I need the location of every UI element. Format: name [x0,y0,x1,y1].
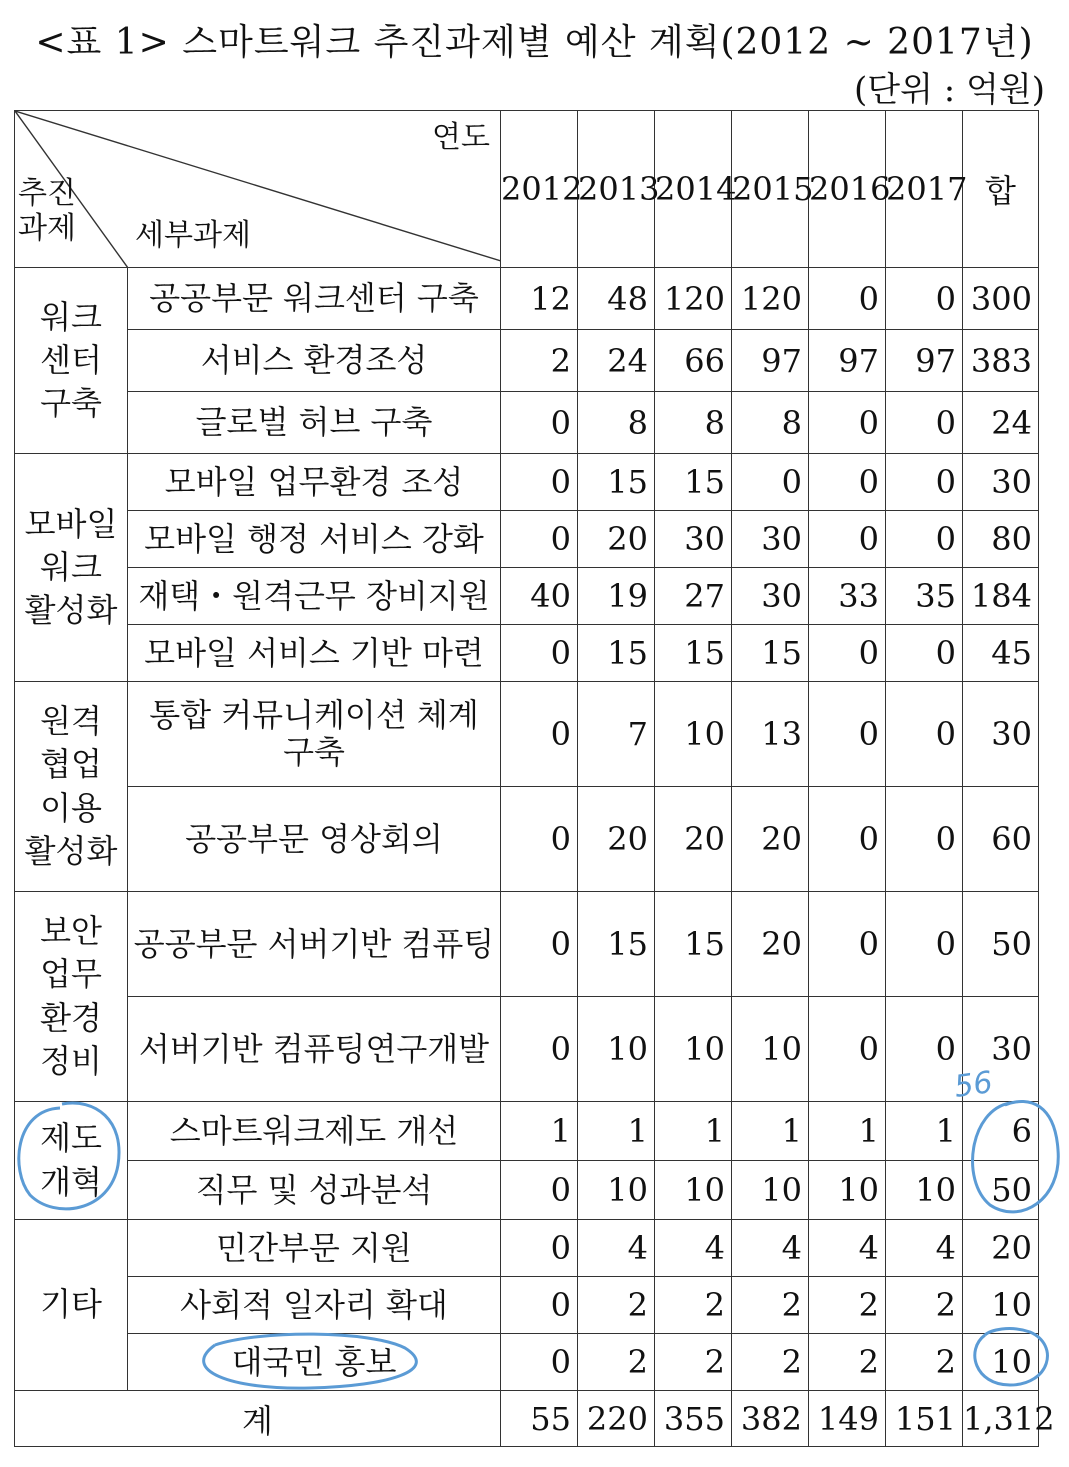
value-cell: 35 [886,568,963,625]
table-row [15,997,1039,1102]
value-cell: 0 [501,1334,578,1391]
value-cell: 0 [809,454,886,511]
task-cell: 서버기반 컴퓨팅연구개발 [128,997,501,1102]
sum-cell: 300 [963,268,1039,330]
value-cell: 12 [501,268,578,330]
value-cell: 0 [886,392,963,454]
value-cell: 0 [501,787,578,892]
sum-cell: 30 [963,454,1039,511]
task-cell: 공공부문 영상회의 [128,787,501,892]
table-row [15,625,1039,682]
budget-table [14,110,1055,1447]
sum-cell: 50 [963,1161,1039,1220]
task-cell: 모바일 업무환경 조성 [128,454,501,511]
category-cell: 보안 업무 환경 정비 [15,892,128,1102]
total-value-cell: 382 [732,1391,809,1447]
sum-cell: 24 [963,392,1039,454]
value-cell: 15 [655,454,732,511]
sum-cell: 184 [963,568,1039,625]
sum-cell: 20 [963,1220,1039,1277]
sum-cell: 30 [963,682,1039,787]
value-cell: 1 [501,1102,578,1161]
value-cell: 15 [655,892,732,997]
sum-cell: 30 [963,997,1039,1102]
task-cell: 사회적 일자리 확대 [128,1277,501,1334]
value-cell: 7 [578,682,655,787]
value-cell: 97 [809,330,886,392]
value-cell: 0 [501,511,578,568]
grand-total-cell: 1,312 [963,1391,1039,1447]
value-cell: 0 [501,682,578,787]
total-value-cell: 149 [809,1391,886,1447]
value-cell: 10 [655,997,732,1102]
value-cell: 8 [732,392,809,454]
value-cell: 0 [501,392,578,454]
table-row [15,1220,1039,1277]
table-row [15,1277,1039,1334]
task-cell: 모바일 행정 서비스 강화 [128,511,501,568]
task-cell: 직무 및 성과분석 [128,1161,501,1220]
total-value-cell: 355 [655,1391,732,1447]
value-cell: 2 [886,1277,963,1334]
total-label: 계 [15,1391,501,1447]
value-cell: 2 [501,330,578,392]
total-value-cell: 151 [886,1391,963,1447]
table-row [15,787,1039,892]
value-cell: 0 [809,787,886,892]
value-cell: 20 [578,511,655,568]
year-header-2013: 2013 [578,111,655,268]
corner-task-label: 세부과제 [135,218,251,253]
value-cell: 0 [809,892,886,997]
task-cell: 민간부문 지원 [128,1220,501,1277]
value-cell: 8 [655,392,732,454]
category-cell: 모바일 워크 활성화 [15,454,128,682]
total-row [15,1391,1039,1447]
value-cell: 1 [886,1102,963,1161]
table-row [15,1334,1039,1391]
value-cell: 0 [809,997,886,1102]
value-cell: 10 [655,682,732,787]
value-cell: 15 [578,892,655,997]
value-cell: 0 [886,268,963,330]
year-header-2012: 2012 [501,111,578,268]
value-cell: 0 [886,511,963,568]
value-cell: 30 [732,511,809,568]
value-cell: 30 [655,511,732,568]
value-cell: 15 [732,625,809,682]
category-cell: 제도 개혁 [15,1102,128,1220]
year-header-2016: 2016 [809,111,886,268]
value-cell: 0 [809,268,886,330]
value-cell: 2 [655,1277,732,1334]
sum-cell: 45 [963,625,1039,682]
total-value-cell: 220 [578,1391,655,1447]
task-cell: 공공부문 워크센터 구축 [128,268,501,330]
value-cell: 0 [501,1277,578,1334]
total-value-cell: 55 [501,1391,578,1447]
value-cell: 2 [732,1334,809,1391]
table-row [15,392,1039,454]
value-cell: 1 [578,1102,655,1161]
value-cell: 0 [886,682,963,787]
value-cell: 0 [886,892,963,997]
value-cell: 27 [655,568,732,625]
sum-cell: 6 [963,1102,1039,1161]
table-row [15,511,1039,568]
table-row [15,892,1039,997]
value-cell: 19 [578,568,655,625]
value-cell: 30 [732,568,809,625]
corner-header-cell [15,111,501,268]
value-cell: 97 [732,330,809,392]
corner-year-label: 연도 [432,120,490,155]
task-cell: 스마트워크제도 개선 [128,1102,501,1161]
value-cell: 2 [809,1277,886,1334]
task-cell: 통합 커뮤니케이션 체계 구축 [128,682,501,787]
sum-cell: 10 [963,1277,1039,1334]
value-cell: 10 [809,1161,886,1220]
category-cell: 기타 [15,1220,128,1391]
value-cell: 33 [809,568,886,625]
value-cell: 2 [578,1277,655,1334]
value-cell: 10 [732,997,809,1102]
value-cell: 1 [732,1102,809,1161]
year-header-2014: 2014 [655,111,732,268]
category-cell: 워크 센터 구축 [15,268,128,454]
value-cell: 10 [886,1161,963,1220]
value-cell: 20 [732,892,809,997]
sum-cell: 60 [963,787,1039,892]
value-cell: 1 [655,1102,732,1161]
sum-cell: 80 [963,511,1039,568]
table-row [15,568,1039,625]
value-cell: 15 [655,625,732,682]
value-cell: 4 [732,1220,809,1277]
value-cell: 48 [578,268,655,330]
table-row [15,1102,1039,1161]
value-cell: 0 [501,454,578,511]
value-cell: 0 [501,625,578,682]
task-cell: 대국민 홍보 [128,1334,501,1391]
sum-cell: 50 [963,892,1039,997]
corner-category-label: 추진 과제 [18,176,76,246]
value-cell: 20 [732,787,809,892]
value-cell: 97 [886,330,963,392]
category-cell: 원격 협업 이용 활성화 [15,682,128,892]
value-cell: 0 [501,892,578,997]
table-row [15,454,1039,511]
task-cell: 글로벌 허브 구축 [128,392,501,454]
value-cell: 2 [732,1277,809,1334]
value-cell: 1 [809,1102,886,1161]
value-cell: 66 [655,330,732,392]
table-row [15,268,1039,330]
value-cell: 0 [809,511,886,568]
value-cell: 15 [578,625,655,682]
value-cell: 0 [886,997,963,1102]
header-row [15,111,1039,268]
task-cell: 서비스 환경조성 [128,330,501,392]
year-header-2015: 2015 [732,111,809,268]
task-cell: 모바일 서비스 기반 마련 [128,625,501,682]
value-cell: 2 [809,1334,886,1391]
value-cell: 40 [501,568,578,625]
table-row [15,682,1039,787]
sum-header: 합 [963,111,1039,268]
value-cell: 4 [809,1220,886,1277]
value-cell: 24 [578,330,655,392]
unit-label: (단위 : 억원) [854,70,1045,110]
handwritten-note: 56 [952,1064,995,1105]
corner-diagonal-lines [15,111,501,268]
value-cell: 4 [655,1220,732,1277]
value-cell: 0 [501,1220,578,1277]
table-row [15,1161,1039,1220]
value-cell: 10 [578,997,655,1102]
value-cell: 0 [886,625,963,682]
task-cell: 재택・원격근무 장비지원 [128,568,501,625]
value-cell: 20 [578,787,655,892]
sum-cell: 10 [963,1334,1039,1391]
value-cell: 0 [809,392,886,454]
value-cell: 0 [809,682,886,787]
value-cell: 10 [732,1161,809,1220]
value-cell: 13 [732,682,809,787]
task-cell: 공공부문 서버기반 컴퓨팅 [128,892,501,997]
sum-cell: 383 [963,330,1039,392]
value-cell: 0 [886,454,963,511]
value-cell: 0 [501,1161,578,1220]
value-cell: 0 [809,625,886,682]
table-row [15,330,1039,392]
value-cell: 2 [578,1334,655,1391]
value-cell: 10 [655,1161,732,1220]
value-cell: 2 [655,1334,732,1391]
value-cell: 2 [886,1334,963,1391]
value-cell: 15 [578,454,655,511]
value-cell: 0 [886,787,963,892]
value-cell: 120 [732,268,809,330]
table-title: <표 1> 스마트워크 추진과제별 예산 계획(2012 ~ 2017년) [35,22,1034,63]
value-cell: 4 [578,1220,655,1277]
value-cell: 0 [732,454,809,511]
year-header-2017: 2017 [886,111,963,268]
value-cell: 4 [886,1220,963,1277]
value-cell: 0 [501,997,578,1102]
value-cell: 10 [578,1161,655,1220]
value-cell: 120 [655,268,732,330]
value-cell: 20 [655,787,732,892]
value-cell: 8 [578,392,655,454]
